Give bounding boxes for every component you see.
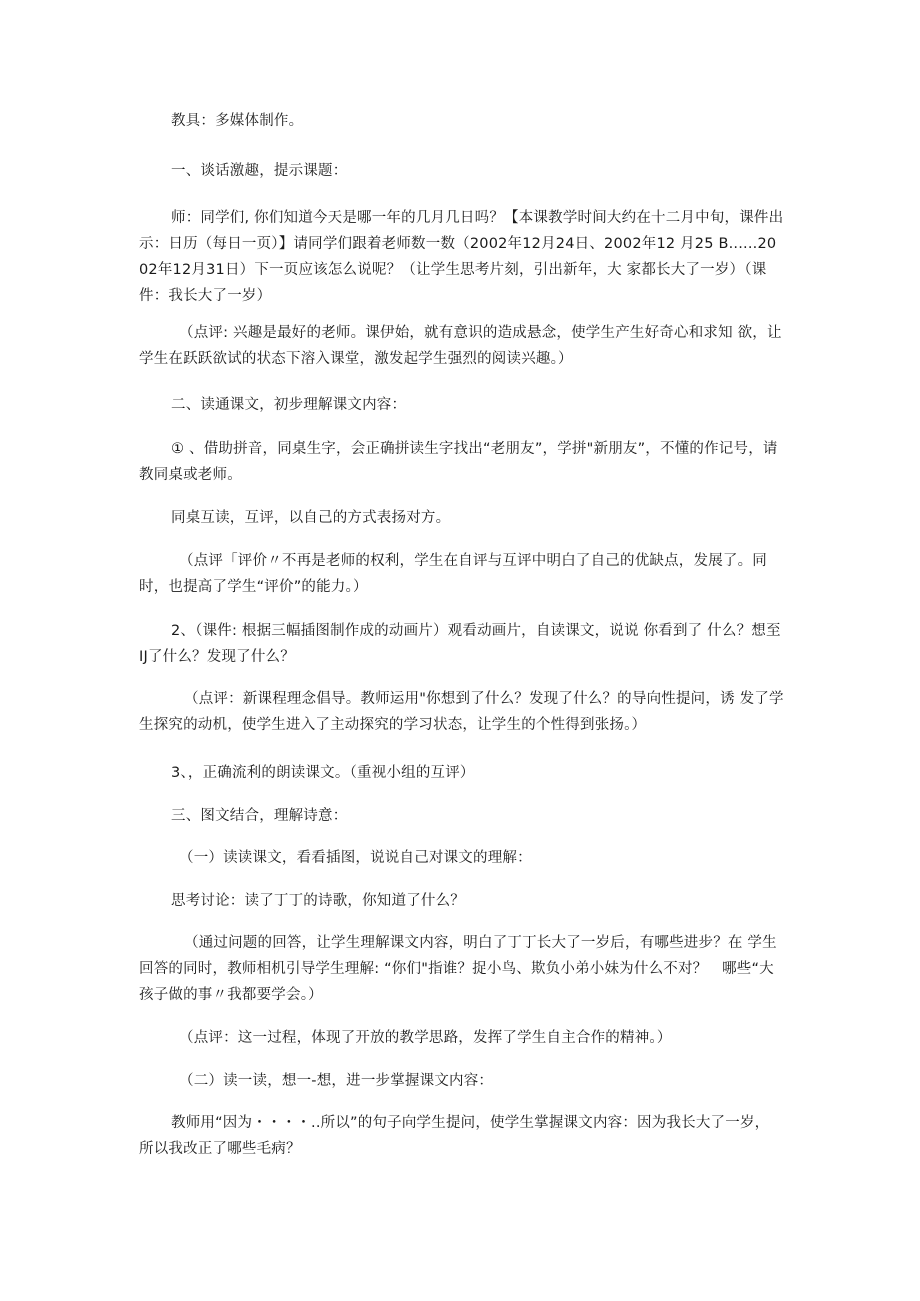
paragraph-peer-read: 同桌互读，互评，以自己的方式表扬对方。 (171, 510, 451, 526)
paragraph-comment-evaluation: （点评「评价〃不再是老师的权利，学生在自评与互评中明白了自己的优缺点，发展了。同时，也提高了学生“评价”的能力。） (139, 553, 767, 595)
paragraph-discussion: 思考讨论：读了丁丁的诗歌，你知道了什么？ (171, 893, 465, 909)
section-heading-2: 二、读通课文，初步理解课文内容： (171, 397, 407, 413)
paragraph-step-1: ① 、借助拼音，同桌生字，会正确拼读生字找出“老朋友”，学拼"新朋友”，不懂的作记号，请教同桌或老师。 (139, 441, 778, 483)
paragraph-comment-open: （点评：这一过程，体现了开放的教学思路，发挥了学生自主合作的精神。） (179, 1030, 672, 1046)
paragraph-step-3: 3、，正确流利的朗读课文。（重视小组的互评） (171, 765, 475, 781)
paragraph-teacher-intro: 师：同学们, 你们知道今天是哪一年的几月几日吗？【本课教学时间大约在十二月中旬，课件出示：日历（每日一页）】请同学们跟着老师数一数（2002年12月24日、2002年12 月25 B......2002年12月31日）下一页应该怎么说呢？（让学生思考片刻，引出新年，大 家都长大了一岁）（课件：我长大了一岁） (139, 210, 784, 304)
paragraph-comment-interest: （点评: 兴趣是最好的老师。课伊始，就有意识的造成悬念，使学生产生好奇心和求知 欲，让学生在跃跃欲试的状态下溶入课堂，激发起学生强烈的阅读兴趣。） (139, 325, 782, 367)
paragraph-step-2: 2、（课件: 根据三幅插图制作成的动画片）观看动画片，自读课文，说说 你看到了 什么？想至IJ了什么？发现了什么？ (139, 623, 781, 665)
paragraph-teaching-aids: 教具：多媒体制作。 (171, 113, 304, 129)
paragraph-question-answer: （通过问题的回答，让学生理解课文内容，明白了丁丁长大了一岁后，有哪些进步？在 学生回答的同时，教师相机引导学生理解: “你们"指谁？捉小鸟、欺负小弟小妹为什么不对？ 哪些“大孩子做的事〃我都要学会。） (139, 935, 777, 1003)
section-heading-1: 一、谈话激趣，提示课题： (171, 163, 348, 179)
subsection-heading-1: （一）读读课文，看看插图，说说自己对课文的理解： (179, 850, 532, 866)
paragraph-comment-curriculum: （点评：新课程理念倡导。教师运用"你想到了什么？发现了什么？的导向性提问，诱 发了学生探究的动机，使学生进入了主动探究的学习状态，让学生的个性得到张扬。） (139, 691, 784, 733)
subsection-heading-2: （二）读一读，想一-想，进一步掌握课文内容： (179, 1073, 494, 1089)
paragraph-because-so: 教师用“因为・・・・..所以”的句子向学生提问，使学生掌握课文内容：因为我长大了一岁， 所以我改正了哪些毛病？ (139, 1115, 777, 1157)
section-heading-3: 三、图文结合，理解诗意： (171, 808, 348, 824)
